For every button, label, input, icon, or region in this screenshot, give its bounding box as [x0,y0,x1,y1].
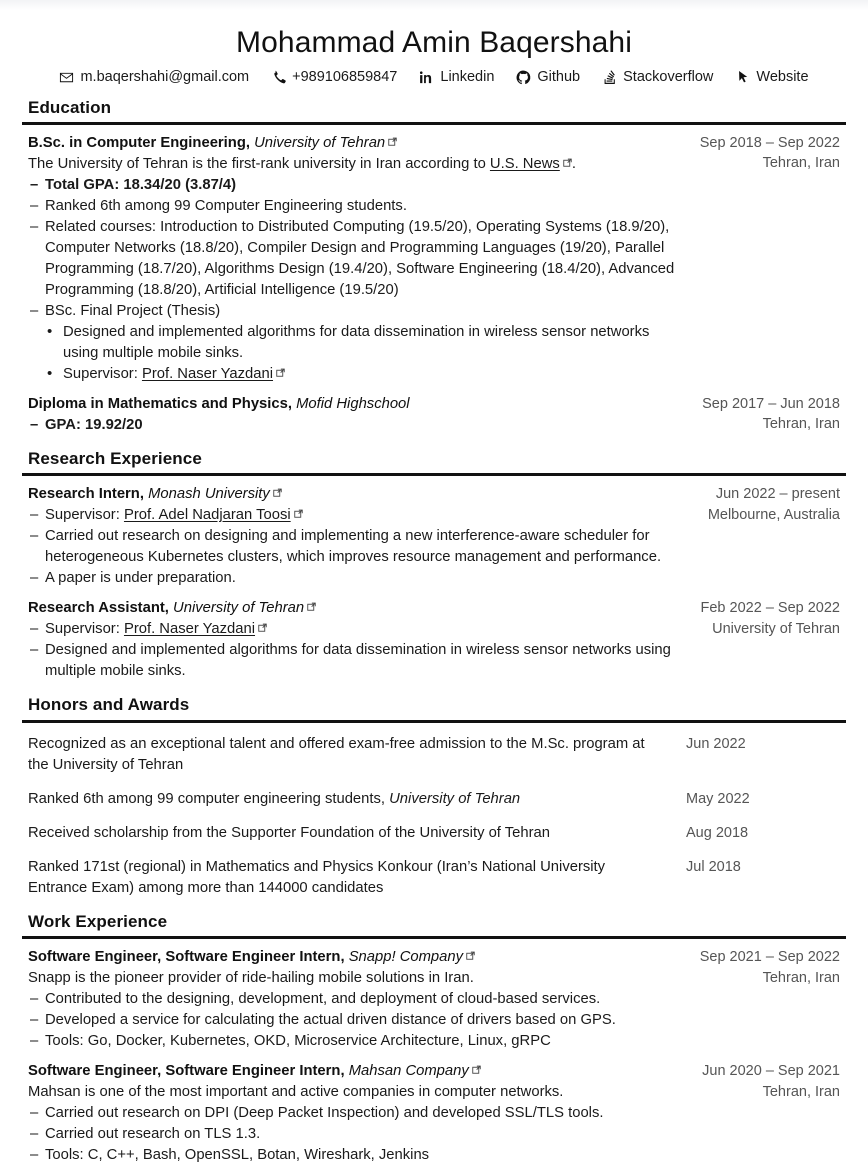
education-entry-meta [700,133,840,174]
us-news-link[interactable]: U.S. News [489,155,560,172]
education-location: Tehran, Iran [762,155,840,172]
work-entry-meta [702,1061,840,1102]
research-entry-meta [708,484,840,525]
resume-header [22,0,846,85]
honor-text: Received scholarship from the Supporter Foundation of the University of Tehran [28,824,551,841]
supervisor-label: Supervisor: [45,621,124,638]
research-location: University of Tehran [712,620,840,637]
work-bullets [28,989,686,1052]
honor-date: Aug 2018 [686,824,749,841]
education-org: University of Tehran [254,134,386,151]
education-entry-heading [28,394,688,415]
research-date: Jun 2022 – present [715,486,840,503]
education-subtitle-pre: The University of Tehran is the first-rank university in Iran according to [28,155,490,172]
work-entry-heading [28,1061,688,1082]
contact-linkedin[interactable] [419,70,494,85]
list-item [45,364,686,385]
research-date: Feb 2022 – Sep 2022 [700,600,840,617]
education-bullets [28,175,686,322]
work-org: Mahsan Company [348,1063,469,1080]
research-role: Research Assistant, [28,600,169,617]
section-title-research: Research Experience [28,448,202,468]
list-item: – Carried out research on designing and implementing a new interference-aware scheduler for heterogeneous Kubernetes clusters, which improves resource management and performance. [28,526,694,568]
contact-github-label: Github [537,68,581,85]
honor-text [28,789,686,810]
linkedin-icon [419,70,434,85]
section-body-education [22,133,846,436]
external-link-icon[interactable] [258,623,267,632]
honor-text-main: Ranked 6th among 99 computer engineering students, [28,790,390,807]
research-org: Monash University [148,486,270,503]
external-link-icon[interactable] [294,509,303,518]
github-icon [516,70,531,85]
honor-item [28,857,840,899]
work-org: Snapp! Company [348,949,464,966]
work-subtitle: Mahsan is one of the most important and active companies in computer networks. [28,1084,564,1101]
research-bullets [28,505,694,589]
list-item: – Ranked 6th among 99 Computer Engineering students. [28,196,686,217]
education-date: Sep 2018 – Sep 2022 [699,134,840,151]
cursor-icon [735,70,750,85]
contact-linkedin-label: Linkedin [440,68,495,85]
external-link-icon[interactable] [563,158,572,167]
stackoverflow-icon [602,70,617,85]
education-entry [28,133,840,385]
work-bullets [28,1103,688,1166]
list-item: – BSc. Final Project (Thesis) [28,301,686,322]
work-entry-meta [700,947,840,988]
section-education [22,98,846,436]
honor-date: Jul 2018 [686,858,741,875]
education-location: Tehran, Iran [762,416,840,433]
work-location: Tehran, Iran [762,1083,840,1100]
contact-email[interactable] [59,70,249,85]
work-subtitle: Snapp is the pioneer provider of ride-hailing mobile solutions in Iran. [28,970,474,987]
honor-text: Ranked 171st (regional) in Mathematics and Physics Konkour (Iran’s National University Entrance Exam) among more than 144000 candidates [28,858,606,896]
education-entry-meta [702,394,840,435]
contact-stackoverflow[interactable] [602,70,713,85]
list-item: – Tools: Go, Docker, Kubernetes, OKD, Microservice Architecture, Linux, gRPC [28,1031,686,1052]
contact-website-label: Website [756,68,809,85]
list-item [28,619,687,640]
honor-date: Jun 2022 [686,735,746,752]
honor-date: May 2022 [686,790,750,807]
contact-phone[interactable] [271,70,397,85]
research-org: University of Tehran [173,600,305,617]
research-bullets [28,619,687,682]
education-degree: Diploma in Mathematics and Physics, [28,395,292,412]
research-entry-heading [28,484,694,505]
education-subtitle [28,154,686,175]
supervisor-link[interactable]: Prof. Naser Yazdani [141,365,274,382]
section-body-work [22,947,846,1166]
section-divider [22,473,846,476]
phone-icon [271,70,286,85]
contact-list [22,70,846,85]
section-divider [22,720,846,723]
external-link-icon[interactable] [273,488,282,497]
honor-item [28,823,840,844]
work-role: Software Engineer, Software Engineer Intern, [28,949,345,966]
supervisor-label: Supervisor: [63,365,142,382]
list-item: – Tools: C, C++, Bash, OpenSSL, Botan, Wireshark, Jenkins [28,1145,688,1166]
work-entry-heading [28,947,686,968]
list-item: – Designed and implemented algorithms for data dissemination in wireless sensor networks using multiple mobile sinks. [28,640,687,682]
section-honors-awards [22,695,846,898]
list-item: – Developed a service for calculating the actual driven distance of drivers based on GPS. [28,1010,686,1031]
list-item [28,505,694,526]
section-title-honors: Honors and Awards [28,695,190,715]
external-link-icon[interactable] [472,1065,481,1074]
external-link-icon[interactable] [388,137,397,146]
education-subtitle-post: . [571,155,576,172]
work-date: Jun 2020 – Sep 2021 [702,1063,840,1080]
supervisor-label: Supervisor: [45,507,124,524]
education-date: Sep 2017 – Jun 2018 [702,395,840,412]
supervisor-link[interactable]: Prof. Naser Yazdani [123,621,256,638]
envelope-icon [59,70,74,85]
research-entry-meta [701,598,840,639]
work-role: Software Engineer, Software Engineer Intern, [28,1063,345,1080]
section-divider [22,122,846,125]
contact-phone-label: +989106859847 [292,68,398,85]
research-entry-heading [28,598,687,619]
section-work-experience [22,912,846,1166]
list-item: – GPA: 19.92/20 [28,415,688,436]
work-entry [28,1061,840,1166]
honor-item [28,789,840,810]
contact-stackoverflow-label: Stackoverflow [623,68,714,85]
education-bullets [28,415,688,436]
supervisor-link[interactable]: Prof. Adel Nadjaran Toosi [123,507,291,524]
list-item: – Carried out research on TLS 1.3. [28,1124,688,1145]
education-entry [28,394,840,436]
research-role: Research Intern, [28,486,144,503]
section-divider [22,936,846,939]
honor-item [28,734,840,776]
work-location: Tehran, Iran [762,969,840,986]
external-link-icon[interactable] [466,951,475,960]
research-entry [28,598,840,682]
education-subbullets [28,322,686,385]
external-link-icon[interactable] [307,602,316,611]
work-date: Sep 2021 – Sep 2022 [699,949,840,966]
honor-text: Recognized as an exceptional talent and offered exam-free admission to the M.Sc. program at the University of Tehran [28,735,645,773]
list-item: – Total GPA: 18.34/20 (3.87/4) [28,175,686,196]
list-item: – A paper is under preparation. [28,568,694,589]
section-title-work: Work Experience [28,911,168,931]
section-title-education: Education [28,97,112,117]
list-item: • Designed and implemented algorithms for data dissemination in wireless sensor networks using multiple mobile sinks. [45,322,686,364]
education-org: Mofid Highschool [296,395,410,412]
top-band [0,0,868,10]
section-research-experience [22,449,846,682]
contact-email-label: m.baqershahi@gmail.com [80,68,250,85]
section-body-honors [22,734,846,899]
contact-website[interactable] [735,70,808,85]
contact-github[interactable] [516,70,580,85]
research-location: Melbourne, Australia [707,506,840,523]
research-entry [28,484,840,589]
list-item: – Carried out research on DPI (Deep Packet Inspection) and developed SSL/TLS tools. [28,1103,688,1124]
list-item: – Related courses: Introduction to Distributed Computing (19.5/20), Operating Systems (18.9/20), Computer Networks (18.8/20), Compiler Design and Programming Languages (19/20), Parallel Programming (18.7/20), Algorithms Design (19.4/20), Software Engineering (18.4/20), Advanced Programming (18.8/20), Artificial Intelligence (19.5/20) [28,217,686,301]
work-entry [28,947,840,1052]
section-body-research [22,484,846,682]
external-link-icon[interactable] [276,368,285,377]
education-entry-heading [28,133,686,154]
page-title: Mohammad Amin Baqershahi [236,26,632,59]
list-item: – Contributed to the designing, development, and deployment of cloud-based services. [28,989,686,1010]
education-degree: B.Sc. in Computer Engineering, [28,134,250,151]
honor-text-italic: University of Tehran [389,790,521,807]
